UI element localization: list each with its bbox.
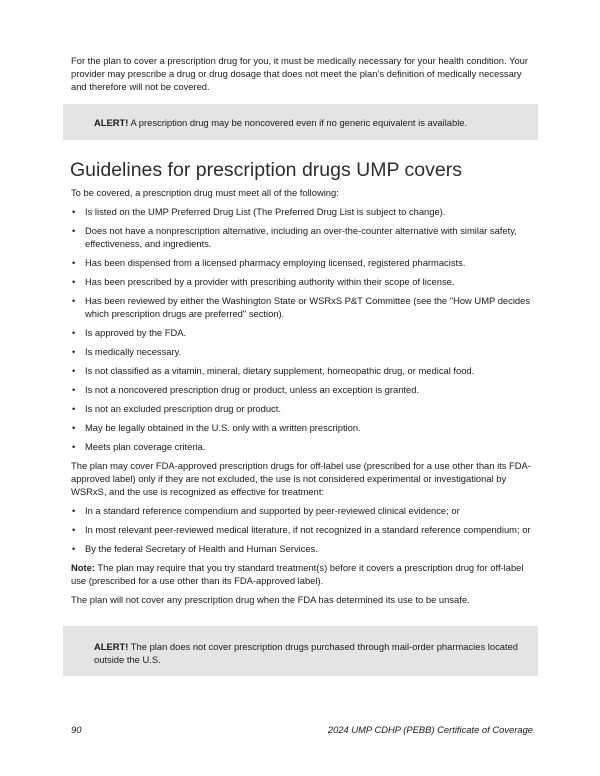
bullet-icon: • xyxy=(72,346,76,357)
bullet-icon: • xyxy=(72,257,76,268)
bullet-icon: • xyxy=(72,295,76,306)
bullet-icon: • xyxy=(72,225,76,236)
note-label: Note: xyxy=(71,562,95,573)
alert-message: A prescription drug may be noncovered even if no generic equivalent is available. xyxy=(128,117,468,128)
alert-box-mail-order xyxy=(63,626,538,676)
note-paragraph: Note: The plan may require that you try standard treatment(s) before it covers a prescription drug for off-label use (prescribed for a use other than its FDA-approved label). xyxy=(71,562,524,586)
bullet-icon: • xyxy=(72,365,76,376)
alert-message: The plan does not cover prescription drugs purchased through mail-order pharmacies located outside the U.S. xyxy=(94,641,519,665)
alert-text xyxy=(63,626,538,666)
list-item: • Does not have a nonprescription alternative, including an over-the-counter alternative with similar safety, effectiveness, and ingredients. xyxy=(72,225,517,249)
alert-box-noncovered xyxy=(63,104,538,140)
document-title: 2024 UMP CDHP (PEBB) Certificate of Coverage xyxy=(327,724,533,735)
offlabel-paragraph: The plan may cover FDA-approved prescription drugs for off-label use (prescribed for a use other than its FDA-approved label) only if they are not excluded, the use is not considered experimental or investigational by WSRxS, and the use is recognized as effective for treatment: xyxy=(71,460,531,497)
alert-label: ALERT! xyxy=(94,117,129,128)
list-item: • Has been dispensed from a licensed pharmacy employing licensed, registered pharmacists. xyxy=(72,257,466,268)
bullet-icon: • xyxy=(72,403,76,414)
unsafe-paragraph: The plan will not cover any prescription drug when the FDA has determined its use to be unsafe. xyxy=(71,594,470,605)
list-item: • Meets plan coverage criteria. xyxy=(72,441,206,452)
guidelines-section xyxy=(71,186,533,612)
bullet-icon: • xyxy=(72,384,76,395)
section-heading: Guidelines for prescription drugs UMP covers xyxy=(70,159,462,181)
section-lead: To be covered, a prescription drug must meet all of the following: xyxy=(71,187,339,198)
list-item: • Has been prescribed by a provider with prescribing authority within their scope of license. xyxy=(72,276,455,287)
list-item: • Is not a noncovered prescription drug or product, unless an exception is granted. xyxy=(72,384,420,395)
list-item: • By the federal Secretary of Health and Human Services. xyxy=(72,543,318,554)
list-item: • Is listed on the UMP Preferred Drug List (The Preferred Drug List is subject to change). xyxy=(72,206,446,217)
list-item: • In a standard reference compendium and supported by peer-reviewed clinical evidence; or xyxy=(72,505,460,516)
bullet-icon: • xyxy=(72,422,76,433)
bullet-icon: • xyxy=(72,524,76,535)
offlabel-list xyxy=(71,504,533,555)
alert-text xyxy=(63,104,538,129)
bullet-icon: • xyxy=(72,543,76,554)
list-item: • Is medically necessary. xyxy=(72,346,182,357)
intro-paragraph: For the plan to cover a prescription drug for you, it must be medically necessary for your health condition. Your provider may prescribe a drug or drug dosage that does not meet the plan’s definition of medically necessary and therefore will not be covered. xyxy=(71,55,529,92)
list-item: • Is not an excluded prescription drug or product. xyxy=(72,403,281,414)
bullet-icon: • xyxy=(72,441,76,452)
bullet-icon: • xyxy=(72,505,76,516)
list-item: • Is approved by the FDA. xyxy=(72,327,187,338)
bullet-icon: • xyxy=(72,276,76,287)
bullet-icon: • xyxy=(72,206,76,217)
list-item: • Has been reviewed by either the Washington State or WSRxS P&T Committee (see the "How UMP decides which prescription drugs are preferred" section). xyxy=(72,295,531,319)
bullet-icon: • xyxy=(72,327,76,338)
list-item: • May be legally obtained in the U.S. only with a written prescription. xyxy=(72,422,361,433)
coverage-criteria-list xyxy=(71,205,533,453)
page-number: 90 xyxy=(71,724,82,735)
list-item: • Is not classified as a vitamin, mineral, dietary supplement, homeopathic drug, or medical food. xyxy=(72,365,475,376)
list-item: • In most relevant peer-reviewed medical literature, if not recognized in a standard reference compendium; or xyxy=(72,524,531,535)
alert-label: ALERT! xyxy=(94,641,129,652)
